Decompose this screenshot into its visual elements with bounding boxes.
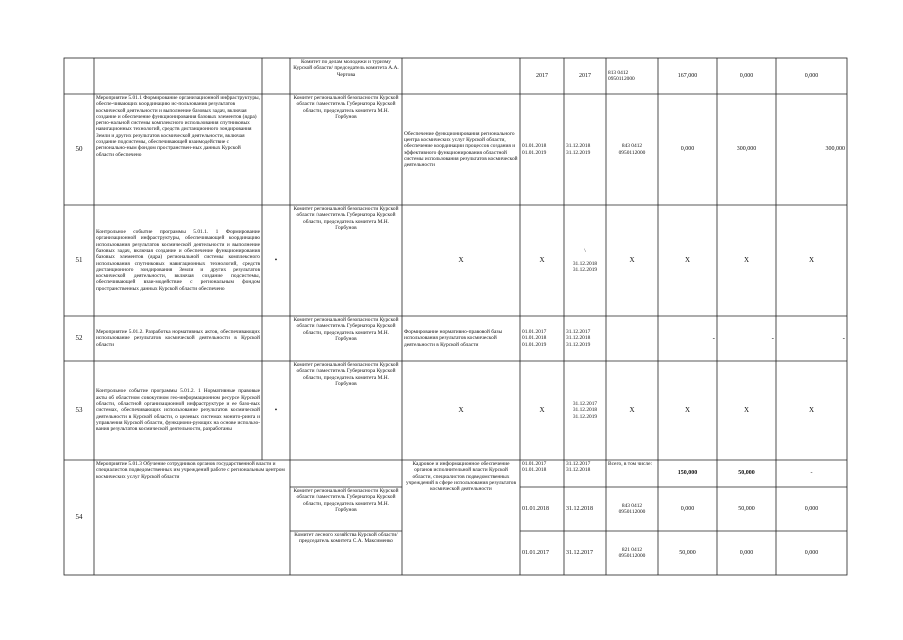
row-54-result: Кадровое и информационное обеспечение органов исполнительной власти Курской области, специалистов подведомственных учреждений в сфере использования результатов космической деятельности	[406, 461, 516, 493]
row-50-result: Обеспечение функционирования регионального центра космических услуг Курской области, обеспечение координации процессов создания и эффективного функционирования областной системы использования результатов космической деятельности	[404, 130, 518, 169]
row-50-value-1: 0,000	[680, 146, 695, 153]
row-54-sub2-responsible: Комитет лесного хозяйства Курской области/председатель комитета С.А. Максименко	[294, 532, 398, 545]
row-54-total-label: Всего, в том числе:	[608, 461, 653, 467]
row-53-number: 53	[75, 406, 83, 415]
row-0-value-2: 0,000	[739, 72, 754, 79]
row-54-total-value-3: -	[810, 470, 813, 477]
row-51-marker: •	[274, 256, 278, 265]
row-50-responsible: Комитет региональной безопасности Курской области /заместитель Губернатора Курской области, председатель комитета М.Н. Горбунов	[293, 95, 399, 120]
row-53-end: 31.12.2017 31.12.2018 31.12.2019	[572, 401, 598, 420]
row-53-responsible: Комитет региональной безопасности Курской области /заместитель Губернатора Курской области, председатель комитета М.Н. Горбунов	[293, 362, 399, 387]
row-52-value-2: -	[771, 334, 774, 343]
row-51-kbk: X	[629, 256, 635, 265]
row-51-number: 51	[75, 256, 83, 265]
row-0-end: 2017	[579, 72, 591, 79]
row-0-responsible: Комитет по делам молодежи и туризму Курской области/ председатель комитета А.А. Чертова	[293, 59, 399, 78]
row-53-value-3: X	[808, 406, 815, 415]
row-50-value-3: 300,000	[825, 146, 845, 153]
row-50-end: 31.12.2018 31.12.2019	[566, 143, 591, 156]
row-51-name: Контрольное событие программы 5.01.1. 1 Формирование организационной инфраструктуры, обеспечивающей координацию использования результатов космической деятельности и выполнение базовых задач, включая создание и обеспечение функционирования базовых элементов (ядра) региональной системы комплексного использования спутниковых навигационных технологий, средств дистанционного зондирования Земли и других результатов космической деятельности, включая создание подсистемы, обеспечивающей взаи-модействие с региональным фондом пространственных данных Курской области обеспечено	[96, 229, 260, 292]
row-54-sub2-value-1: 50,000	[679, 549, 696, 556]
row-54-number: 54	[75, 513, 83, 522]
row-54-total-value-1: 150,000	[677, 470, 698, 477]
row-52-value-1: -	[712, 334, 715, 343]
row-54-name: Мероприятие 5.01.3 Обучение сотрудников органов государственной власти и специалистов подведомственных им учреждений работе с региональным центром космических услуг Курской области	[96, 461, 285, 480]
row-52-name: Мероприятие 5.01.2. Разработка нормативных актов, обеспечивающих использование результатов космической деятельности в Курской области	[96, 329, 260, 348]
row-54-sub1-value-2: 50,000	[738, 505, 755, 512]
row-54-sub1-kbk: 843 0412 0950112000	[618, 502, 646, 515]
row-54-sub1-start: 01.01.2018	[522, 505, 549, 512]
row-51-start: X	[539, 256, 545, 265]
row-53-value-1: X	[684, 406, 691, 415]
row-52-number: 52	[75, 334, 83, 343]
row-50-name: Мероприятие 5.01.1 Формирование организационной инфраструктуры, обеспе-чивающих координацию ис-пользования результатов космической деятельности и выполнение базовых задач, включая создание и обеспечение функционирования базовых элементов (ядра) регио-нальной системы комплексного использования спутниковых навигационных технологий, средств дистанционного зондирования Земли и других результатов космической деятельности, включая создание подсистемы, обеспечивающей взаимодействие с регионально-ным фондом пространствен-ных данных Курской области обеспечено	[96, 95, 261, 158]
row-51-value-3: X	[808, 256, 815, 265]
row-53-kbk: X	[629, 406, 635, 415]
row-51-responsible: Комитет региональной безопасности Курской области /заместитель Губернатора Курской области, председатель комитета М.Н. Горбунов	[293, 206, 399, 231]
row-52-end: 31.12.2017 31.12.2018 31.12.2019	[566, 329, 591, 348]
row-54-total-value-2: 50,000	[738, 470, 755, 477]
row-53-result: X	[458, 406, 464, 415]
row-0-start: 2017	[536, 72, 548, 79]
row-51-value-2: X	[743, 256, 750, 265]
row-54-sub2-kbk: 821 0412 0950112000	[618, 546, 646, 559]
row-53-marker: •	[274, 406, 278, 415]
row-0-value-1: 167,000	[677, 72, 698, 79]
row-54-sub2-end: 31.12.2017	[566, 549, 593, 556]
row-0-value-3: 0,000	[804, 72, 819, 79]
row-54-sub2-value-3: 0,000	[804, 549, 819, 556]
row-54-sub2-start: 01.01.2017	[522, 549, 549, 556]
row-0-kbk: 813 0412 0950112000	[608, 69, 635, 82]
row-52-value-3: -	[842, 334, 845, 343]
row-54-sub1-responsible: Комитет региональной безопасности Курской области /заместитель Губернатора Курской области, председатель комитета М.Н. Горбунов	[293, 488, 399, 513]
row-50-start: 01.01.2018 01.01.2019	[522, 143, 547, 156]
row-54-total-end: 31.12.2017 31.12.2018	[566, 461, 591, 474]
row-50-value-2: 300,000	[736, 146, 757, 153]
row-51-result: X	[458, 256, 464, 265]
row-51-value-1: X	[684, 256, 691, 265]
row-54-sub1-end: 31.12.2018	[566, 505, 593, 512]
row-54-total-start: 01.01.2017 01.01.2018	[522, 461, 547, 474]
row-52-responsible: Комитет региональной безопасности Курской области /заместитель Губернатора Курской области, председатель комитета М.Н. Горбунов	[293, 317, 399, 342]
row-51-end: \ 31.12.2018 31.12.2019	[572, 247, 598, 273]
row-50-number: 50	[75, 145, 83, 154]
row-53-value-2: X	[743, 406, 750, 415]
row-54-sub1-value-1: 0,000	[680, 505, 695, 512]
row-54-sub2-value-2: 0,000	[739, 549, 754, 556]
row-53-start: X	[539, 406, 545, 415]
row-53-name: Контрольное событие программы 5.01.2. 1 Нормативные правовые акты об областном совокупном гео-информационном ресурсе Курской области, областной организационной инфраструктуре и ее базо-вых системах, обеспечивающих использование результатов космической деятельности в Курской области, о целевых системах монито-ринга и управления Курской области, функциони-рующих на основе использо-вания результатов космической деятельности, разработаны	[96, 388, 260, 433]
row-54-sub1-value-3: 0,000	[804, 505, 819, 512]
row-52-start: 01.01.2017 01.01.2018 01.01.2019	[522, 329, 547, 348]
row-50-kbk: 843 0412 0950112000	[618, 143, 646, 156]
row-52-result: Формирование нормативно-правовой базы использования результатов космической деятельности в Курской области	[404, 329, 503, 348]
